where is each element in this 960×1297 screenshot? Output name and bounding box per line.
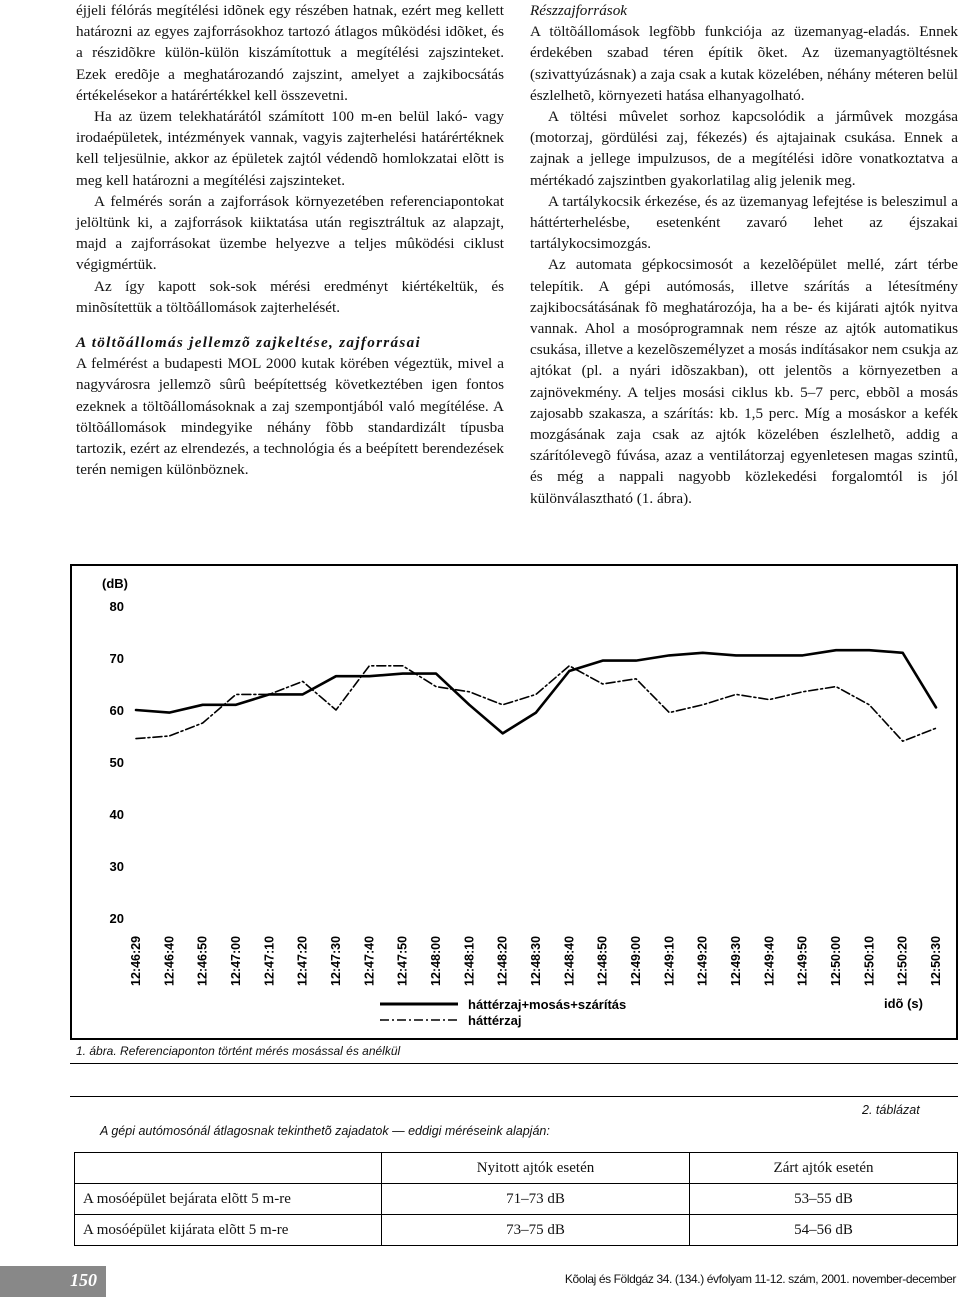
subsection-heading: Részzajforrások — [530, 2, 628, 19]
x-tick-label: 12:48:00 — [429, 935, 443, 986]
paragraph: Az automata gépkocsimosót a kezelõépület mellé, zárt térbe telepítik. A gépi autómosás, illetve szárítás a létesítmény zajkibocsátásának fõ meghatározója, ha a be- és kijárati ajtók nyitva vannak. Ahol a mosóprogramnak nem része az ajtók automatikus csukása, illetve a kezelõszemélyzet a mosás indításakor nem csukja az ajtókat (pl. a nyári idõszakban), ott jelentõs a környezetben a zajnövekmény. A teljes mosási ciklus kb. 5–7 perc, ebbõl a mosás zajosabb szakasza, a szárítás: kb. 1,5 perc. Míg a mosáskor a kefék mozgásának zaja csak az ajtók közelében észlelhetõ, addig a szárítólevegõ fúvása, azaz a ventilátorzaj egyenletesen magas szintû, és még a nappali nagyobb közlekedési forgalomtól is jól különválasztható (1. ábra). — [530, 256, 958, 507]
series-line — [136, 666, 936, 741]
table-cell: 73–75 dB — [382, 1215, 690, 1246]
x-tick-label: 12:50:10 — [862, 935, 877, 986]
divider — [70, 1063, 958, 1064]
x-tick-label: 12:50:30 — [929, 935, 943, 986]
y-tick-label: 80 — [109, 599, 124, 614]
y-axis-label: (dB) — [102, 576, 128, 591]
noise-line-chart — [72, 566, 956, 1038]
x-tick-label: 12:49:50 — [795, 935, 810, 986]
x-tick-label: 12:47:20 — [295, 935, 310, 986]
x-tick-label: 12:49:40 — [762, 935, 777, 986]
x-tick-label: 12:49:30 — [729, 935, 743, 986]
x-tick-label: 12:48:40 — [562, 935, 577, 986]
noise-chart-figure — [70, 564, 958, 1040]
table-header-row — [75, 1153, 958, 1184]
right-text-column — [530, 0, 958, 509]
paragraph: A tartálykocsik érkezése, és az üzemanyag lefejtése is beleszimul a háttérterhelésbe, esetenként zavaró lehet az éjszakai tartálykocsimozgás. — [530, 192, 958, 253]
table-header-cell: Nyitott ajtók esetén — [382, 1153, 690, 1184]
noise-data-table — [74, 1152, 958, 1246]
paragraph: éjjeli félórás megítélési idõnek egy részében hatnak, ezért meg kellett határozni az egyes zajforrásokhoz tartozó átlagos mûködési idõket, és a részidõkre külön-külön kiszámítottuk a megítélési zajszinteket. Ezek eredõje a meghatározandó zajszint, amelyet a zajkibocsátás értékelésekor a határértékkel kell összevetni. — [76, 2, 504, 104]
paragraph: A töltõállomások legfõbb funkciója az üzemanyag-eladás. Ennek érdekében szabad téren építik õket. Az üzemanyagtöltésnek (szivattyúzásnak) a zaja csak a kutak közelében, néhány méteren belül észlelhetõ, környezeti hatása elhanyagolható. — [530, 23, 958, 104]
table-cell: 71–73 dB — [382, 1184, 690, 1215]
x-tick-label: 12:47:10 — [262, 935, 277, 986]
figure-caption: 1. ábra. Referenciaponton történt mérés mosással és anélkül — [76, 1044, 401, 1058]
x-tick-label: 12:46:40 — [162, 935, 177, 986]
y-tick-label: 60 — [109, 703, 124, 718]
section-heading: A töltõállomás jellemzõ zajkeltése, zajforrásai — [76, 334, 422, 352]
table-cell: 53–55 dB — [690, 1184, 958, 1215]
paragraph: A felmérés során a zajforrások környezetében referenciapontokat jelöltünk ki, a zajforrások kiiktatása után regisztráltuk az alapzajt, majd a zajforrásokat üzembe helyezve a teljes mûködési ciklust végigmértük. — [76, 192, 504, 274]
table-title: A gépi autómosónál átlagosnak tekinthetõ zajadatok — eddigi méréseink alapján: — [100, 1124, 550, 1138]
x-tick-label: 12:49:10 — [662, 935, 677, 986]
table-cell: A mosóépület bejárata elõtt 5 m-re — [75, 1184, 382, 1215]
x-tick-label: 12:48:20 — [495, 935, 510, 986]
y-tick-label: 40 — [109, 807, 124, 822]
page-number: 150 — [70, 1270, 97, 1290]
x-tick-label: 12:48:50 — [595, 935, 610, 986]
left-text-column — [76, 0, 504, 480]
paragraph: Ha az üzem telekhatárától számított 100 m-en belül lakó- vagy irodaépületek, intézmények vannak, vagyis zajterhelési határértéknek kell teljesülnie, akkor az épületek zajtól védendõ homlokzatai elõtt is meg kell határozni a megítélési zajszinteket. — [76, 108, 504, 189]
table-label: 2. táblázat — [862, 1103, 920, 1117]
paragraph: A töltési mûvelet sorhoz kapcsolódik a jármûvek mozgása (motorzaj, gördülési zaj, fékezés) és ajtajainak csukása. Ennek a zajnak a jellege impulzusos, de a megítélési idõre vonatkoztatva a mértékadó zajszintben gyakorlatilag alig jelenik meg. — [530, 108, 958, 189]
paragraph: Az így kapott sok-sok mérési eredményt kiértékeltük, és minõsítettük a töltõállomások zajterhelését. — [76, 277, 504, 316]
journal-footer: Kõolaj és Földgáz 34. (134.) évfolyam 11-12. szám, 2001. november-december — [564, 1272, 956, 1286]
x-tick-label: 12:49:20 — [695, 935, 710, 986]
x-tick-label: 12:47:30 — [329, 935, 343, 986]
series-line — [136, 650, 936, 733]
y-tick-label: 20 — [109, 911, 124, 926]
x-tick-label: 12:46:29 — [129, 935, 143, 986]
x-tick-label: 12:47:40 — [362, 935, 377, 986]
x-tick-label: 12:46:50 — [195, 935, 210, 986]
x-tick-label: 12:50:20 — [895, 935, 910, 986]
table-header-cell: Zárt ajtók esetén — [690, 1153, 958, 1184]
table-row — [75, 1184, 958, 1215]
x-tick-label: 12:50:00 — [829, 935, 843, 986]
x-tick-label: 12:47:00 — [229, 935, 243, 986]
x-tick-label: 12:48:30 — [529, 935, 543, 986]
legend-label: háttérzaj+mosás+szárítás — [468, 997, 627, 1012]
paragraph: A felmérést a budapesti MOL 2000 kutak körében végeztük, mivel a nagyvárosra jellemzõ sûrû beépítettség következtében igen fontos ezeknek a töltõállomásoknak a zaj szempontjából való megítélése. A töltõállomások mindegyike néhány fõbb standardizált típusba tartozik, ezért az elrendezés, a technológia és a beépített berendezések terén nemigen különböznek. — [76, 355, 504, 479]
divider — [70, 1096, 958, 1097]
x-tick-label: 12:49:00 — [629, 935, 643, 986]
table-row — [75, 1215, 958, 1246]
table-cell: 54–56 dB — [690, 1215, 958, 1246]
table-header-cell — [75, 1153, 382, 1184]
legend-label: háttérzaj — [468, 1013, 522, 1028]
y-tick-label: 70 — [109, 651, 124, 666]
x-tick-label: 12:48:10 — [462, 935, 477, 986]
table-cell: A mosóépület kijárata elõtt 5 m-re — [75, 1215, 382, 1246]
y-tick-label: 30 — [109, 859, 124, 874]
x-axis-label: idõ (s) — [884, 996, 923, 1011]
x-tick-label: 12:47:50 — [395, 935, 410, 986]
y-tick-label: 50 — [109, 755, 124, 770]
